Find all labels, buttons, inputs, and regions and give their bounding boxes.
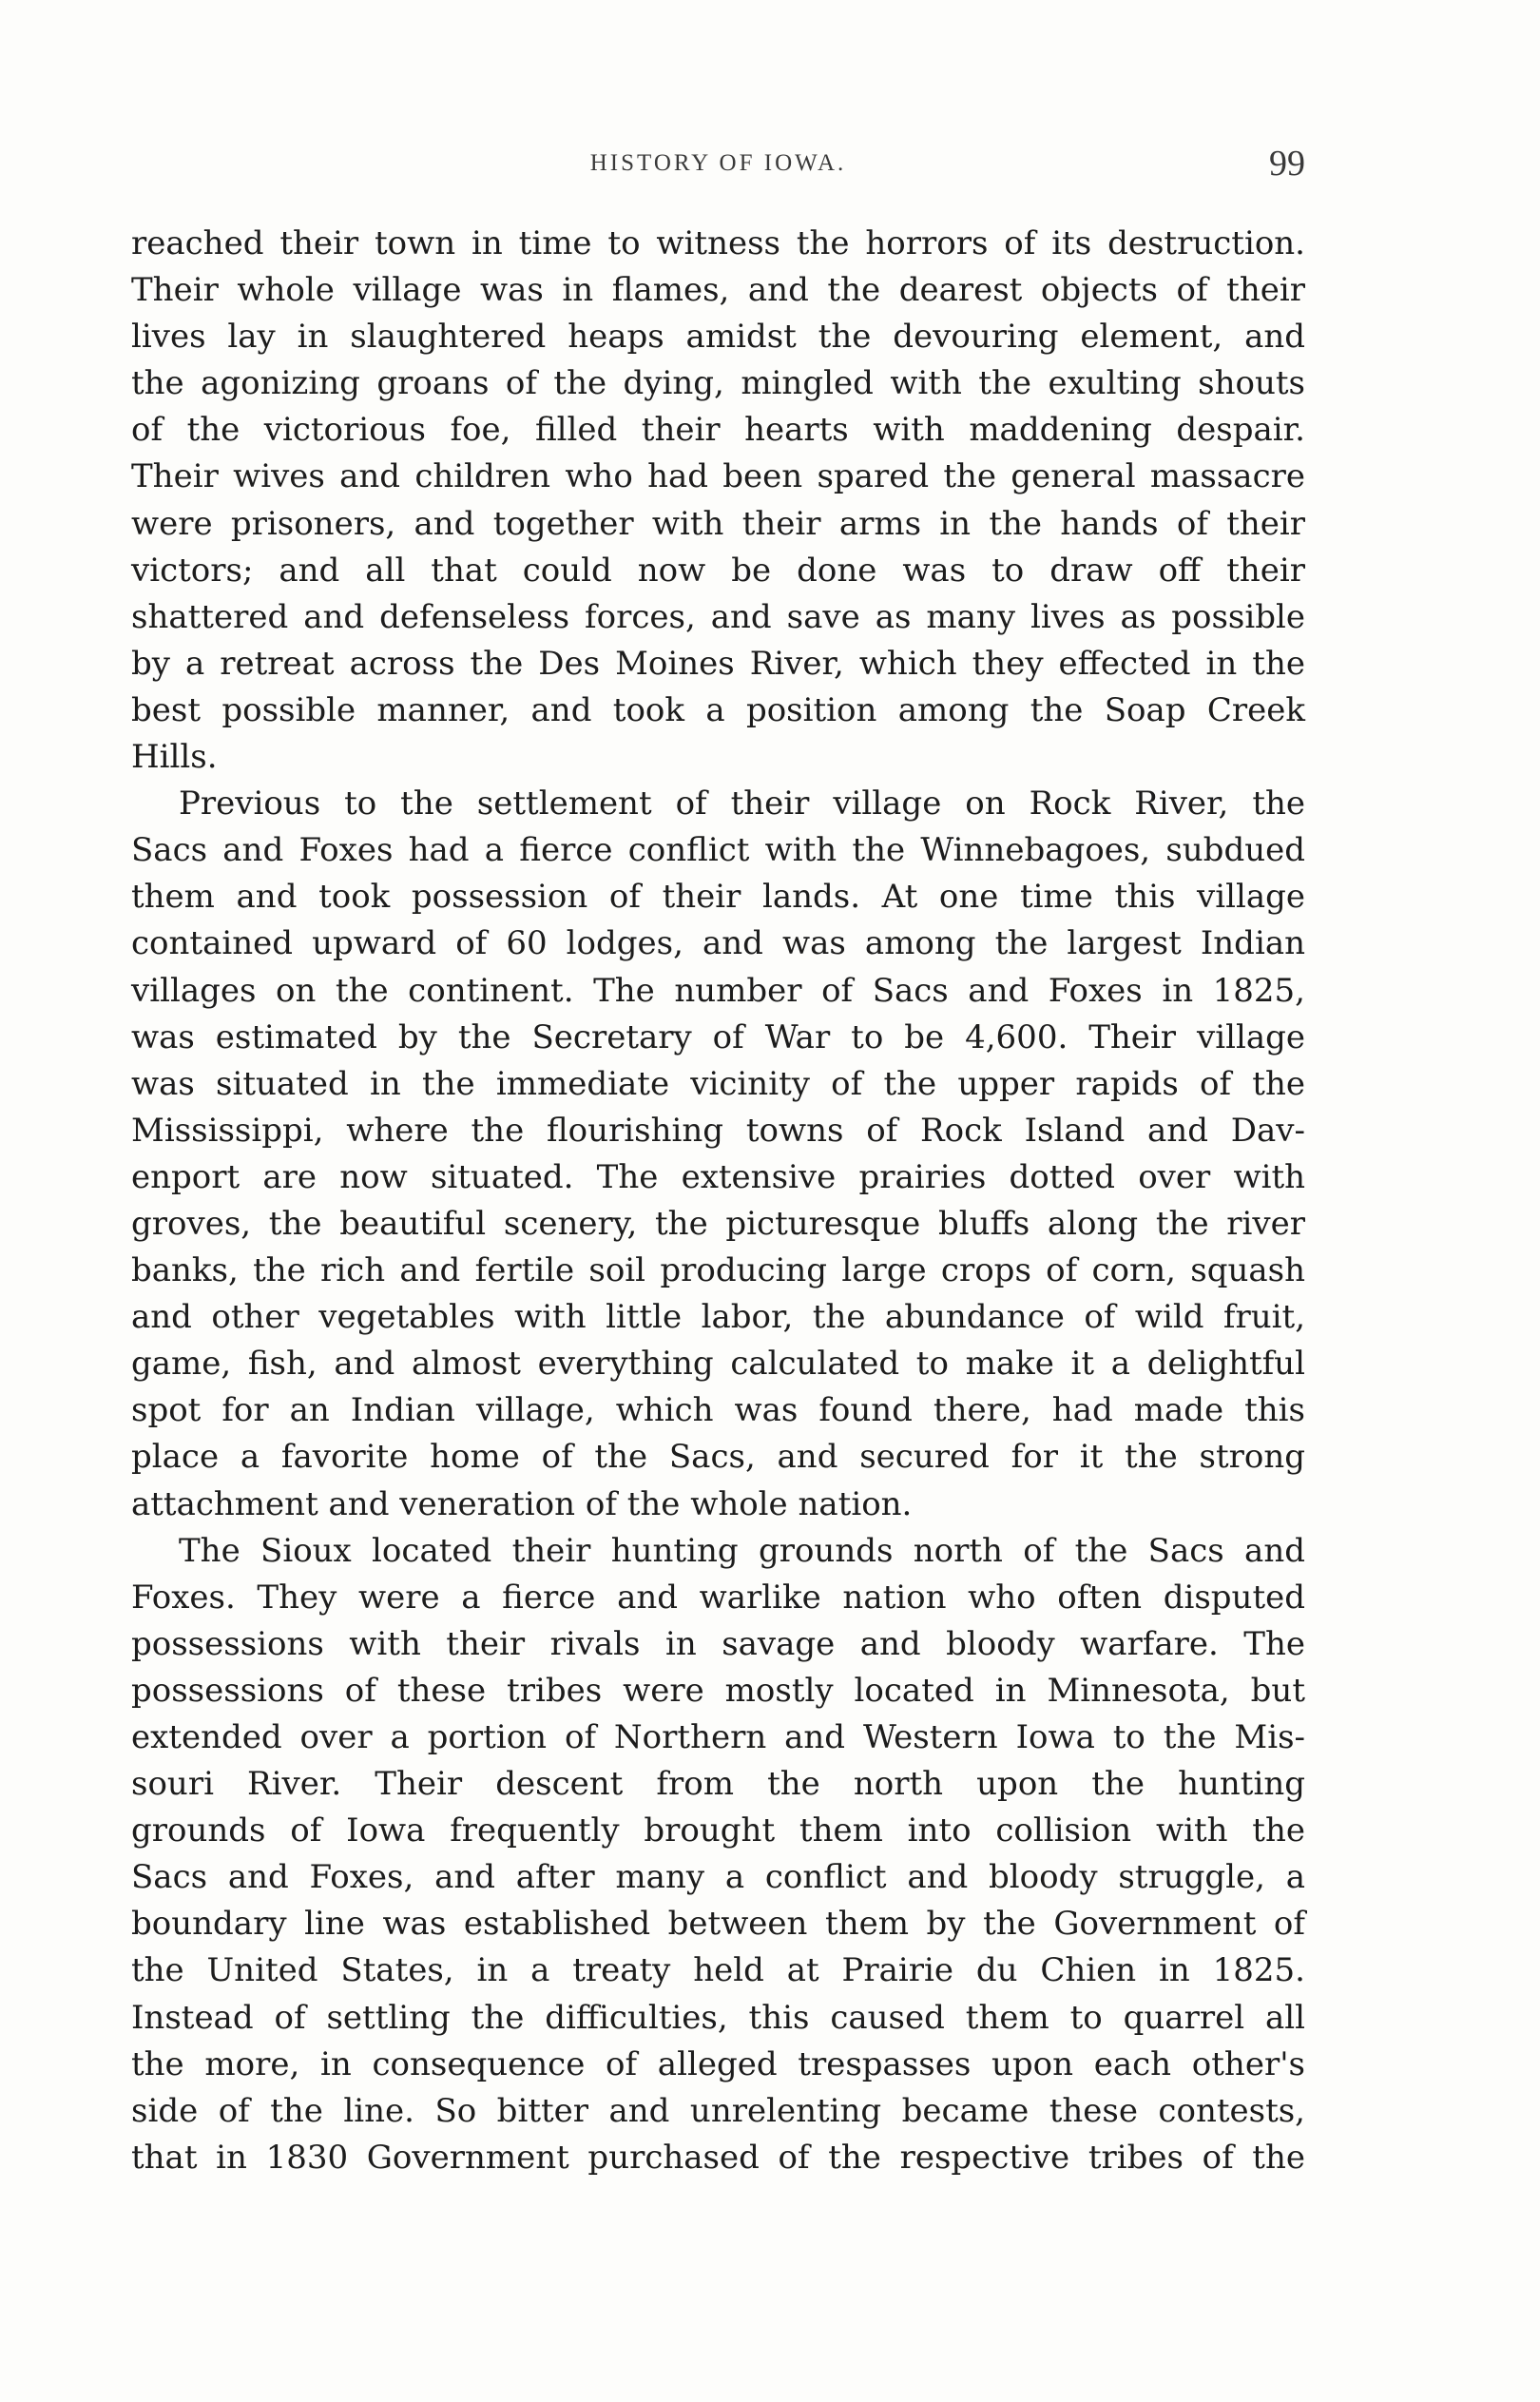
text-line: Hills.	[131, 738, 218, 777]
body-text	[131, 221, 1305, 2181]
text-line: victors; and all that could now be done was to draw off their	[131, 551, 1305, 590]
text-line: grounds of Iowa frequently brought them into collision with the	[131, 1811, 1305, 1850]
text-line: possessions of these tribes were mostly located in Minnesota, but	[131, 1671, 1305, 1710]
running-title: HISTORY OF IOWA.	[589, 150, 847, 176]
text-line: place a favorite home of the Sacs, and secured for it the strong	[131, 1438, 1305, 1477]
text-line: Previous to the settlement of their village on Rock River, the	[179, 785, 1305, 823]
text-line: best possible manner, and took a position among the Soap Creek	[131, 690, 1305, 729]
text-line: contained upward of 60 lodges, and was among the largest Indian	[131, 924, 1305, 963]
text-line: them and took possession of their lands. At one time this village	[131, 878, 1305, 917]
text-line: groves, the beautiful scenery, the picturesque bluffs along the river	[131, 1204, 1305, 1243]
text-line: extended over a portion of Northern and Western Iowa to the Mis-	[131, 1718, 1305, 1756]
text-line: was estimated by the Secretary of War to be 4,600. Their village	[131, 1017, 1305, 1056]
text-line: Their whole village was in flames, and the dearest objects of their	[131, 271, 1305, 310]
text-line: banks, the rich and fertile soil producing large crops of corn, squash	[131, 1251, 1305, 1290]
text-line: were prisoners, and together with their arms in the hands of their	[131, 504, 1305, 543]
text-line: villages on the continent. The number of Sacs and Foxes in 1825,	[131, 971, 1305, 1010]
text-line: Mississippi, where the flourishing towns of Rock Island and Dav-	[131, 1111, 1305, 1150]
text-line: was situated in the immediate vicinity of the upper rapids of the	[131, 1064, 1305, 1103]
text-line: of the victorious foe, filled their hearts with maddening despair.	[131, 411, 1305, 450]
text-line: reached their town in time to witness the horrors of its destruction.	[131, 224, 1305, 262]
text-line: Sacs and Foxes had a fierce conflict with the Winnebagoes, subdued	[131, 831, 1305, 870]
text-line: the agonizing groans of the dying, mingled with the exulting shouts	[131, 364, 1305, 403]
text-line: game, fish, and almost everything calculated to make it a delightful	[131, 1345, 1305, 1384]
text-line: shattered and defenseless forces, and save as many lives as possible	[131, 597, 1305, 636]
text-line: the more, in consequence of alleged trespasses upon each other's	[131, 2044, 1305, 2083]
text-line: possessions with their rivals in savage and bloody warfare. The	[131, 1624, 1305, 1663]
text-line: Sacs and Foxes, and after many a conflict and bloody struggle, a	[131, 1858, 1305, 1897]
page-number: 99	[1269, 144, 1305, 184]
text-line: and other vegetables with little labor, the abundance of wild fruit,	[131, 1298, 1305, 1337]
text-line: side of the line. So bitter and unrelenting became these contests,	[131, 2091, 1305, 2130]
text-line: by a retreat across the Des Moines River, which they effected in the	[131, 644, 1305, 683]
text-line: souri River. Their descent from the north upon the hunting	[131, 1765, 1305, 1804]
text-line: lives lay in slaughtered heaps amidst the devouring element, and	[131, 318, 1305, 357]
text-line: spot for an Indian village, which was found there, had made this	[131, 1391, 1305, 1430]
text-line: attachment and veneration of the whole nation.	[131, 1484, 913, 1523]
text-line: enport are now situated. The extensive prairies dotted over with	[131, 1157, 1305, 1196]
text-line: Instead of settling the difficulties, this caused them to quarrel all	[131, 1998, 1305, 2037]
text-line: Their wives and children who had been spared the general massacre	[131, 457, 1305, 496]
text-line: The Sioux located their hunting grounds north of the Sacs and	[179, 1531, 1305, 1570]
running-head	[131, 143, 1305, 190]
text-line: that in 1830 Government purchased of the respective tribes of the	[131, 2138, 1305, 2177]
text-line: boundary line was established between them by the Government of	[131, 1905, 1305, 1944]
text-line: Foxes. They were a fierce and warlike nation who often disputed	[131, 1578, 1305, 1617]
text-line: the United States, in a treaty held at Prairie du Chien in 1825.	[131, 1951, 1305, 1990]
